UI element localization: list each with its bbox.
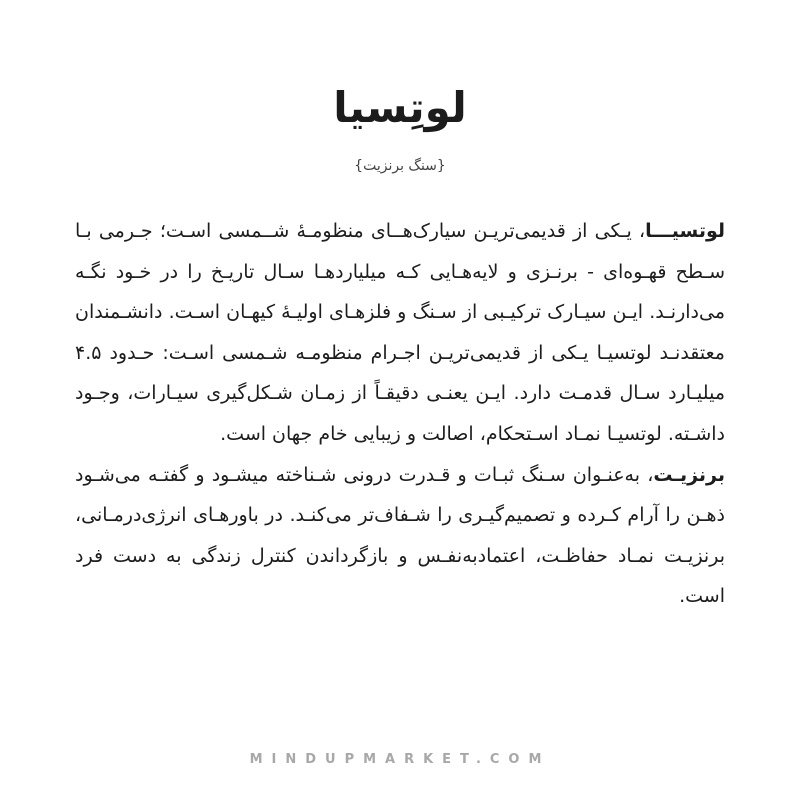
footer-website: MINDUPMARKET.COM bbox=[249, 752, 551, 767]
paragraph-lutetia bbox=[75, 211, 725, 455]
page-title: لوتِسیا bbox=[333, 83, 467, 132]
paragraph-bronzite-text: ، به‌عنـوان سـنگ ثبـات و قـدرت درونی شـناخته میشـود و گفتـه می‌شـود ذهـن را آرام کـرده و تصمیم‌گیـری را شـفاف‌تر می‌کنـد. در باورهـای انرژی‌درمـانی، برنزیـت نمـاد حفاظـت، اعتمادبه‌نفـس و بازگرداندن کنترل زندگی به دست فرد است. bbox=[75, 463, 725, 608]
term-lutetia: لوتسیـــا bbox=[645, 220, 725, 242]
paragraph-bronzite bbox=[75, 455, 725, 617]
description-body bbox=[75, 211, 725, 617]
term-bronzite: برنزیـت bbox=[653, 463, 725, 486]
page-subtitle: {سنگ برنزیت} bbox=[354, 158, 446, 174]
paragraph-lutetia-text: ، یـکی از قدیمی‌تریـن سیارک‌هــای منظومـهٔ شــمسی اسـت؛ جـرمی بـا سـطح قهـوه‌ای - برنـزی و لایه‌هـایی کـه میلیاردهـا سـال تاریـخ را در خـود نگـه می‌دارنـد. ایـن سیـارک ترکیـبی از سـنگ و فلزهـای اولیـهٔ کیهـان اسـت. دانشـمندان معتقدنـد لوتسیـا یـکی از قدیمی‌تریـن اجـرام منظومـه شـمسی اسـت: حـدود ۴.۵ میلیـارد سـال قدمـت دارد. ایـن یعنـی دقیقـاً از زمـان شـکل‌گیری سیـارات، وجـود داشـته. لوتسیـا نمـاد اسـتحکام، اصالت و زیبایی خام جهان است. bbox=[75, 220, 725, 445]
